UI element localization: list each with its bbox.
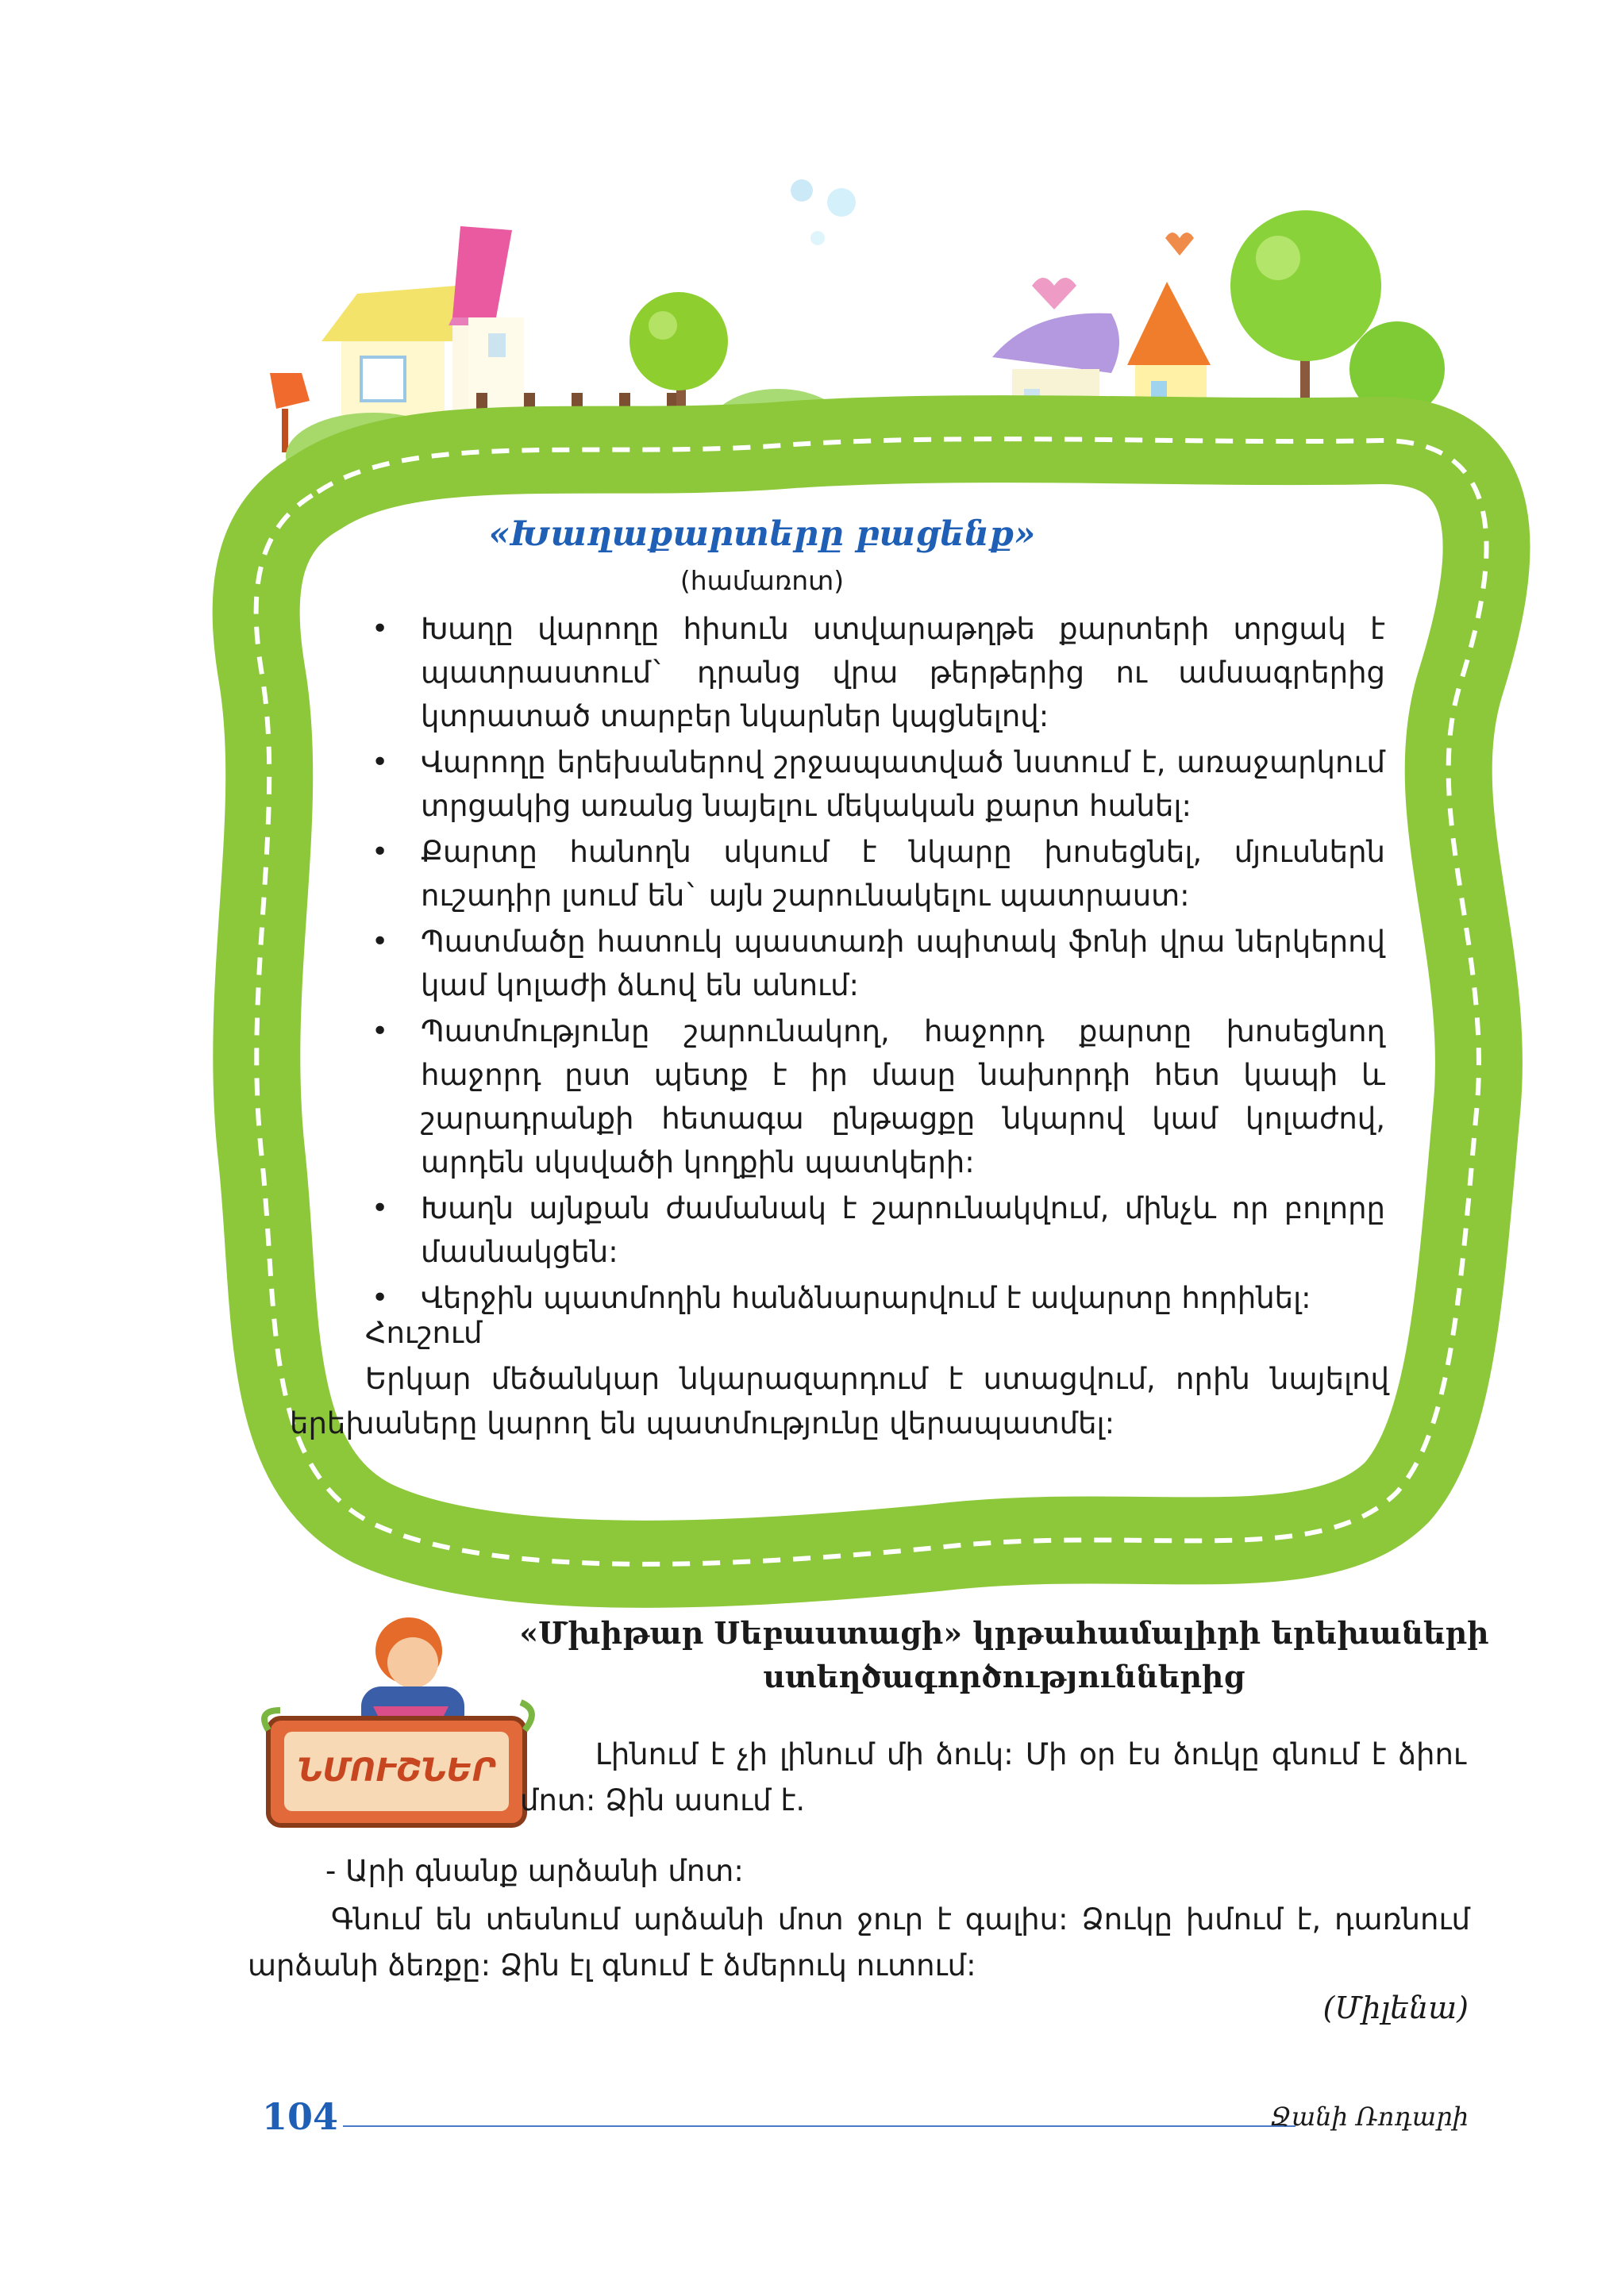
sample-paragraph: - Արի գնանք արձանի մոտ:	[325, 1854, 744, 1888]
sample-paragraph: Գնում են տեսնում արձանի մոտ ջուր է գալիս: Ձուկը խմում է, դառնում արձանի ձեռքը: Ձին էլ գնում է ձմերուկ ուտում:	[248, 1902, 1470, 1983]
footer-divider	[343, 2125, 1296, 2127]
sample-heading: «Մխիթար Սեբաստացի» կրթահամալիրի երեխաների ստեղծագործություններից	[519, 1615, 1489, 1694]
rule-item: • Խաղն այնքան ժամանակ է շարունակվում, մինչև որ բոլորը մասնակցեն:	[357, 1186, 1385, 1274]
rule-item: • Վերջին պատմողին հանձնարարվում է ավարտը հորինել:	[357, 1276, 1385, 1320]
game-title: «Խաղաքարտերը բացենք»	[488, 514, 1036, 554]
note-heading: Հուշում	[365, 1316, 483, 1350]
book-title: Ջանի Ռոդարի	[1270, 2102, 1469, 2132]
sign-label: ՆՄՈՒՇՆԵՐ	[297, 1752, 496, 1789]
bubbles-decoration	[791, 179, 856, 245]
rule-item: • Պատմածը հատուկ պաստառի սպիտակ ֆոնի վրա ներկերով կամ կոլաժի ձևով են անում:	[357, 920, 1385, 1007]
page-number: 104	[262, 2095, 339, 2138]
game-subtitle: (համառոտ)	[680, 565, 845, 596]
sample-paragraph: Լինում է չի լինում մի ձուկ: Մի օր էս ձուկը գնում է ձիու մոտ: Ձին ասում է.	[520, 1737, 1466, 1817]
sample-author: (Միլենա)	[1322, 1990, 1469, 2025]
rules-list	[357, 607, 1385, 1322]
rule-item: • Պատմությունը շարունակող, հաջորդ քարտը խոսեցնող հաջորդ ըստ պետք է իր մասը նախորդի հետ կապի և շարադրանքի հետագա ընթացքը նկարով կամ կոլաժով, արդեն սկսվածի կողքին պատկերի:	[357, 1010, 1385, 1184]
rule-item: • Վարողը երեխաներով շրջապատված նստում է, առաջարկում տրցակից առանց նայելու մեկական քարտ հանել:	[357, 740, 1385, 828]
rule-item: • Քարտը հանողն սկսում է նկարը խոսեցնել, մյուսներն ուշադիր լսում են` այն շարունակելու պատրաստ:	[357, 830, 1385, 917]
rule-item: • Խաղը վարողը հիսուն ստվարաթղթե քարտերի տրցակ է պատրաստում` դրանց վրա թերթերից ու ամսագրերից կտրատած տարբեր նկարներ կպցնելով:	[357, 607, 1385, 738]
note-text: Երկար մեծանկար նկարազարդում է ստացվում, որին նայելով երեխաները կարող են պատմությունը վերապատմել:	[290, 1362, 1389, 1440]
